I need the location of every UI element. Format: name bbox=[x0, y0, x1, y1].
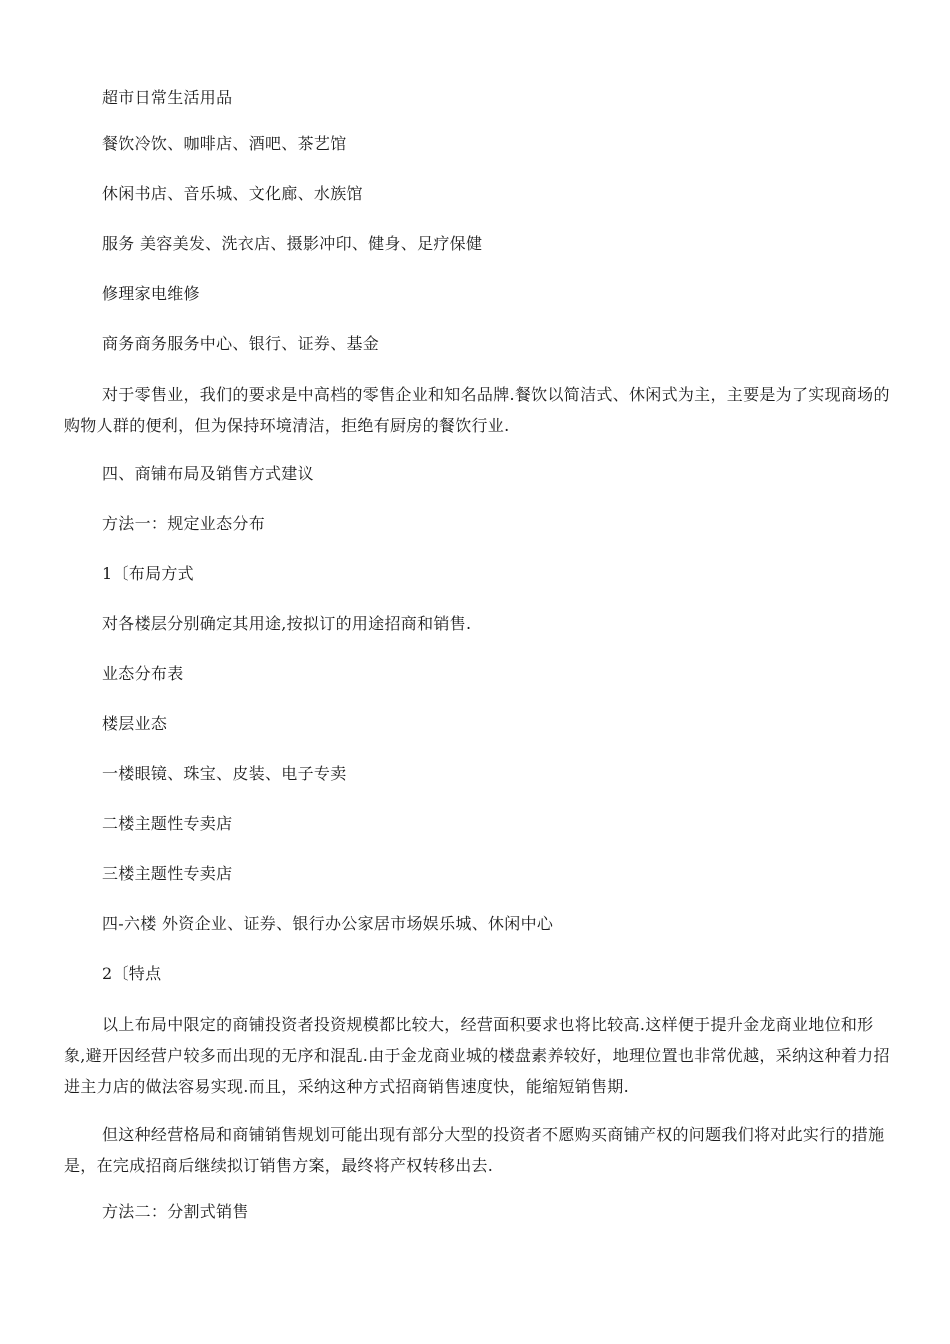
line-catering: 餐饮冷饮、咖啡店、酒吧、茶艺馆 bbox=[102, 134, 347, 153]
method-one-heading: 方法一：规定业态分布 bbox=[102, 514, 266, 533]
line-business: 商务商务服务中心、银行、证券、基金 bbox=[102, 334, 380, 353]
table-row-floor-1: 一楼眼镜、珠宝、皮装、电子专卖 bbox=[102, 764, 347, 783]
method-two-heading: 方法二：分割式销售 bbox=[102, 1202, 249, 1221]
section-heading-four: 四、商铺布局及销售方式建议 bbox=[102, 464, 314, 483]
line-repair: 修理家电维修 bbox=[102, 284, 200, 303]
paragraph-retail: 对于零售业，我们的要求是中高档的零售企业和知名品牌.餐饮以简洁式、休闲式为主，主要是为了实现商场的购物人群的便利，但为保持环境清洁，拒绝有厨房的餐饮行业. bbox=[64, 385, 890, 435]
table-row-floor-4-6: 四-六楼 外资企业、证券、银行办公家居市场娱乐城、休闲中心 bbox=[102, 914, 554, 933]
table-title: 业态分布表 bbox=[102, 664, 184, 683]
table-row-floor-3: 三楼主题性专卖店 bbox=[102, 864, 233, 883]
line-leisure: 休闲书店、音乐城、文化廊、水族馆 bbox=[102, 184, 363, 203]
line-services: 服务 美容美发、洗衣店、摄影冲印、健身、足疗保健 bbox=[102, 234, 483, 253]
line-supermarket: 超市日常生活用品 bbox=[102, 88, 233, 107]
table-header: 楼层业态 bbox=[102, 714, 168, 733]
item-1-heading: 1〔布局方式 bbox=[102, 564, 194, 583]
table-row-floor-2: 二楼主题性专卖店 bbox=[102, 814, 233, 833]
item-2-heading: 2〔特点 bbox=[102, 964, 162, 983]
item-1-text: 对各楼层分别确定其用途,按拟订的用途招商和销售. bbox=[102, 614, 472, 633]
paragraph-features: 以上布局中限定的商铺投资者投资规模都比较大，经营面积要求也将比较高.这样便于提升金龙商业地位和形象,避开因经营户较多而出现的无序和混乱.由于金龙商业城的楼盘素养较好，地理位置也非常优越，采纳这种着力招进主力店的做法容易实现.而且，采纳这种方式招商销售速度快，能缩短销售期. bbox=[64, 1015, 890, 1096]
paragraph-problem: 但这种经营格局和商铺销售规划可能出现有部分大型的投资者不愿购买商铺产权的问题我们将对此实行的措施是，在完成招商后继续拟订销售方案，最终将产权转移出去. bbox=[64, 1125, 885, 1175]
